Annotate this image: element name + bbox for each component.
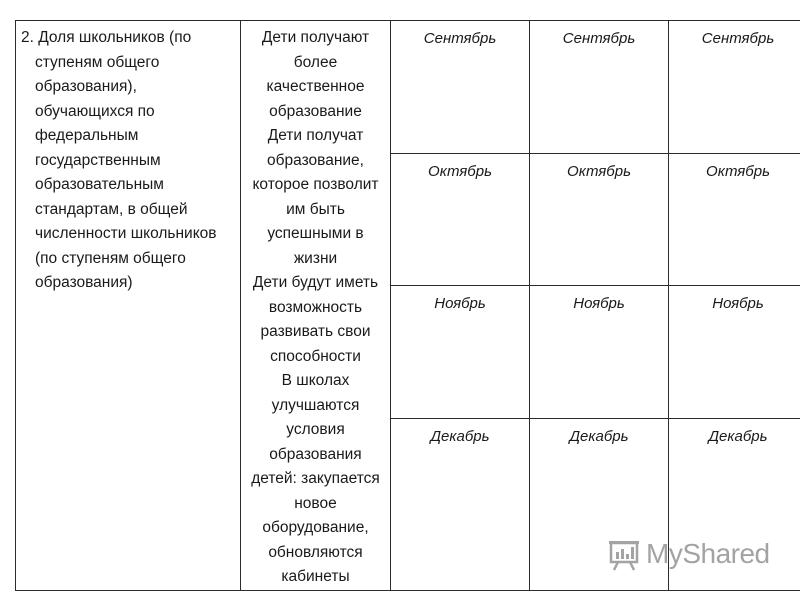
month-cell: Октябрь: [530, 153, 669, 286]
month-cell: Сентябрь: [530, 21, 669, 154]
month-cell: Октябрь: [391, 153, 530, 286]
month-cell: Ноябрь: [391, 286, 530, 419]
result-item: Дети получат образование, которое позволит им быть успешными в жизни: [252, 127, 379, 267]
month-cell: Декабрь: [391, 419, 530, 590]
result-item: Дети будут иметь возможность развивать свои способности: [252, 274, 379, 365]
month-cell: Октябрь: [669, 153, 800, 286]
month-cell: Ноябрь: [669, 286, 800, 419]
month-cell: Сентябрь: [669, 21, 800, 154]
table-row: [16, 21, 800, 154]
month-cell: Ноябрь: [530, 286, 669, 419]
presentation-board-icon: [608, 537, 642, 571]
month-cell: Декабрь: [669, 419, 800, 590]
plan-table: [15, 20, 800, 591]
expected-results-cell: [241, 21, 391, 591]
myshared-watermark: [608, 537, 770, 571]
month-cell: Сентябрь: [391, 21, 530, 154]
result-item: Дети получают более качественное образование: [261, 29, 370, 120]
indicator-text: 2. Доля школьников (по ступеням общего образования), обучающихся по федеральным государственным образовательным стандартам, в общей численности школьников (по ступеням общего образования): [21, 29, 217, 291]
indicator-cell: [16, 21, 241, 591]
month-cell: Декабрь: [530, 419, 669, 590]
watermark-text: MyShared: [646, 538, 770, 569]
result-item: В школах улучшаются условия образования детей: закупается новое оборудование, обновляются кабинеты: [251, 372, 380, 585]
